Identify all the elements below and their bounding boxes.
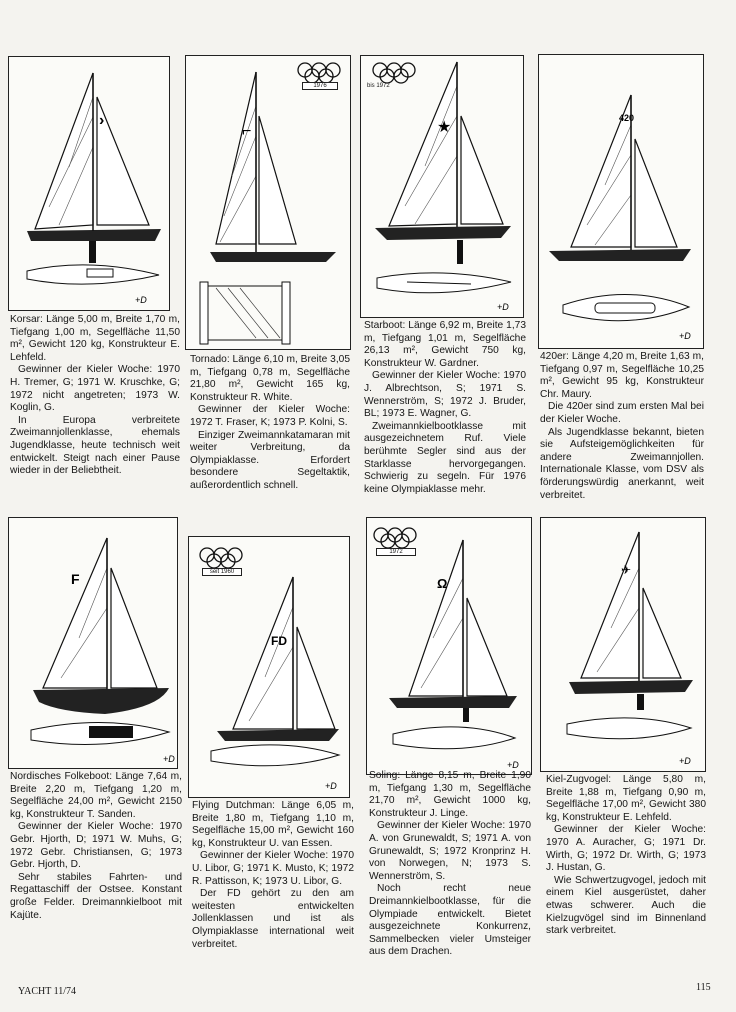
caption-tornado: Tornado: Länge 6,10 m, Breite 3,05 m, Tiefgang 0,78 m, Segelfläche 21,80 m², Gewicht 165 kg, Konstrukteur R. White. Gewinner der Kieler Woche: 1972 T. Fraser, K; 1973 P. Kolni, S. Einziger Zweimannkatamaran mit weiter Verbreitung, da Olympiaklasse. Erfordert besondere Segeltaktik, außerordentlich schnell. <box>190 354 350 491</box>
caption-soling: Soling: Länge 8,15 m, Breite 1,90 m, Tiefgang 1,30 m, Segelfläche 21,70 m², Gewicht 1000 kg, Konstrukteur J. Linge. Gewinner der Kieler Woche: 1970 A. von Grunewaldt, S; 1971 A. von Grunewaldt, S; 1972 Kronprinz H. von Norwegen, N; 1973 S. Wennerström, S. Noch recht neue Dreimannkielbootklasse, für die Olympiade entwickelt. Bietet ausgezeichnete Konkurrenz, Sammelbecken vieler Umsteiger aus dem Drachen. <box>369 770 531 958</box>
svg-text:+D: +D <box>679 331 691 341</box>
panel-420er <box>538 54 704 349</box>
folkeboot-sail-mark: F <box>71 571 80 587</box>
svg-text:⌐: ⌐ <box>242 123 252 140</box>
olympic-rings-starboot <box>367 61 417 91</box>
soling-sail-mark: Ω <box>437 576 448 591</box>
420er-sail-mark: 420 <box>619 113 635 123</box>
soling-drawing <box>367 518 531 774</box>
olympic-year: 1976 <box>302 82 338 90</box>
kielzugvogel-sail-mark: ✈ <box>621 563 632 577</box>
caption-fd: Flying Dutchman: Länge 6,05 m, Breite 1,80 m, Tiefgang 1,10 m, Segelfläche 15,00 m², Gewicht 160 kg, Konstrukteur U. van Essen. Gewinner der Kieler Woche: 1970 U. Libor, G; 1971 K. Musto, K; 1972 R. Pattisson, K; 1973 U. Libor, G. Der FD gehört zu den am weitesten entwickelten Jollenklassen und ist als Olympiaklasse international weit verbreitet. <box>192 800 354 950</box>
panel-starboot <box>360 55 524 318</box>
kielzugvogel-drawing <box>541 518 705 771</box>
caption-folkeboot: Nordisches Folkeboot: Länge 7,64 m, Breite 2,20 m, Tiefgang 1,20 m, Segelfläche 24,00 m², Gewicht 2150 kg, Konstrukteur T. Sanden. Gewinner der Kieler Woche: 1970 Gebr. Hjorth, D; 1971 W. Muhs, G; 1972 Gebr. Christiansen, G; 1973 Gebr. Hjorth, D. Sehr stabiles Fahrten- und Regattaschiff der Ostsee. Konstant große Felder. Dreimannkielboot mit Kajüte. <box>10 771 182 921</box>
footer-page-number: 115 <box>696 982 711 993</box>
fd-sail-mark: FD <box>271 634 287 648</box>
svg-text:+D: +D <box>325 781 337 791</box>
footer-issue: YACHT 11/74 <box>18 986 77 997</box>
caption-starboot: Starboot: Länge 6,92 m, Breite 1,73 m, Tiefgang 1,01 m, Segelfläche 26,13 m², Gewicht 750 kg, Konstrukteur W. Gardner. Gewinner der Kieler Woche: 1970 J. Albrechtson, S; 1971 S. Wennerström, S; 1972 J. Bruder, BL; 1973 E. Wagner, G. Zweimannkielbootklasse mit ausgezeichnetem Ruf. Viele berühmte Segler sind aus der Starklasse hervorgegangen. Schwierig zu segeln. Für 1976 keine Olympiaklasse mehr. <box>364 320 526 495</box>
folkeboot-drawing <box>9 518 177 768</box>
tornado-drawing <box>186 56 350 349</box>
panel-kielzugvogel <box>540 517 706 772</box>
panel-tornado <box>185 55 351 350</box>
olympic-rings-soling <box>372 526 418 556</box>
svg-text:+D: +D <box>163 754 175 764</box>
olympic-year: bis 1972 <box>367 83 390 89</box>
caption-420er: 420er: Länge 4,20 m, Breite 1,63 m, Tiefgang 0,97 m, Segelfläche 10,25 m², Gewicht 95 kg, Konstrukteur Chr. Maury. Die 420er sind zum ersten Mal bei der Kieler Woche. Als Jugendklasse bekannt, bieten sie Aufsteigemöglichkeiten für andere Zweimannjollen. Internationale Klasse, vom DSV als förderungswürdig anerkannt, weit verbreitet. <box>540 351 704 501</box>
svg-text:›: › <box>99 112 105 129</box>
fd-drawing <box>189 537 349 797</box>
starboot-sail-mark: ★ <box>437 119 452 136</box>
olympic-year: 1972 <box>376 548 416 556</box>
starboot-drawing <box>361 56 523 317</box>
svg-text:+D: +D <box>507 760 519 770</box>
olympic-rings-fd <box>198 546 244 576</box>
caption-kielzugvogel: Kiel-Zugvogel: Länge 5,80 m, Breite 1,88 m, Tiefgang 0,90 m, Segelfläche 17,00 m², Gewicht 380 kg, Konstrukteur E. Lehfeld. Gewinner der Kieler Woche: 1970 A. Auracher, G; 1971 Dr. Wirth, G; 1972 Dr. Wirth, G; 1973 J. Hustan, G. Wie Schwertzugvogel, jedoch mit einem Kiel ausgerüstet, daher etwas schwerer. Auch die Kielzugvögel sind im Binnenland stark verbreitet. <box>546 774 706 937</box>
korsar-drawing <box>9 57 169 310</box>
panel-folkeboot <box>8 517 178 769</box>
olympic-rings-tornado <box>296 61 342 91</box>
svg-text:+D: +D <box>497 302 509 312</box>
svg-text:+D: +D <box>135 295 147 305</box>
caption-korsar: Korsar: Länge 5,00 m, Breite 1,70 m, Tiefgang 1,00 m, Segelfläche 11,50 m², Gewicht 120 kg, Konstrukteur E. Lehfeld. Gewinner der Kieler Woche: 1970 H. Tremer, G; 1971 W. Kruschke, G; 1972 nicht angetreten; 1973 W. Koglin, G. In Europa verbreitete Zweimannjollenklasse, ehemals Jugendklasse, heute technisch weit entwickelt. Steigt nach einer Pause wieder in der Beliebtheit. <box>10 314 180 477</box>
olympic-year: seit 1960 <box>202 568 242 576</box>
svg-text:+D: +D <box>679 756 691 766</box>
420er-drawing <box>539 55 703 348</box>
panel-korsar <box>8 56 170 311</box>
